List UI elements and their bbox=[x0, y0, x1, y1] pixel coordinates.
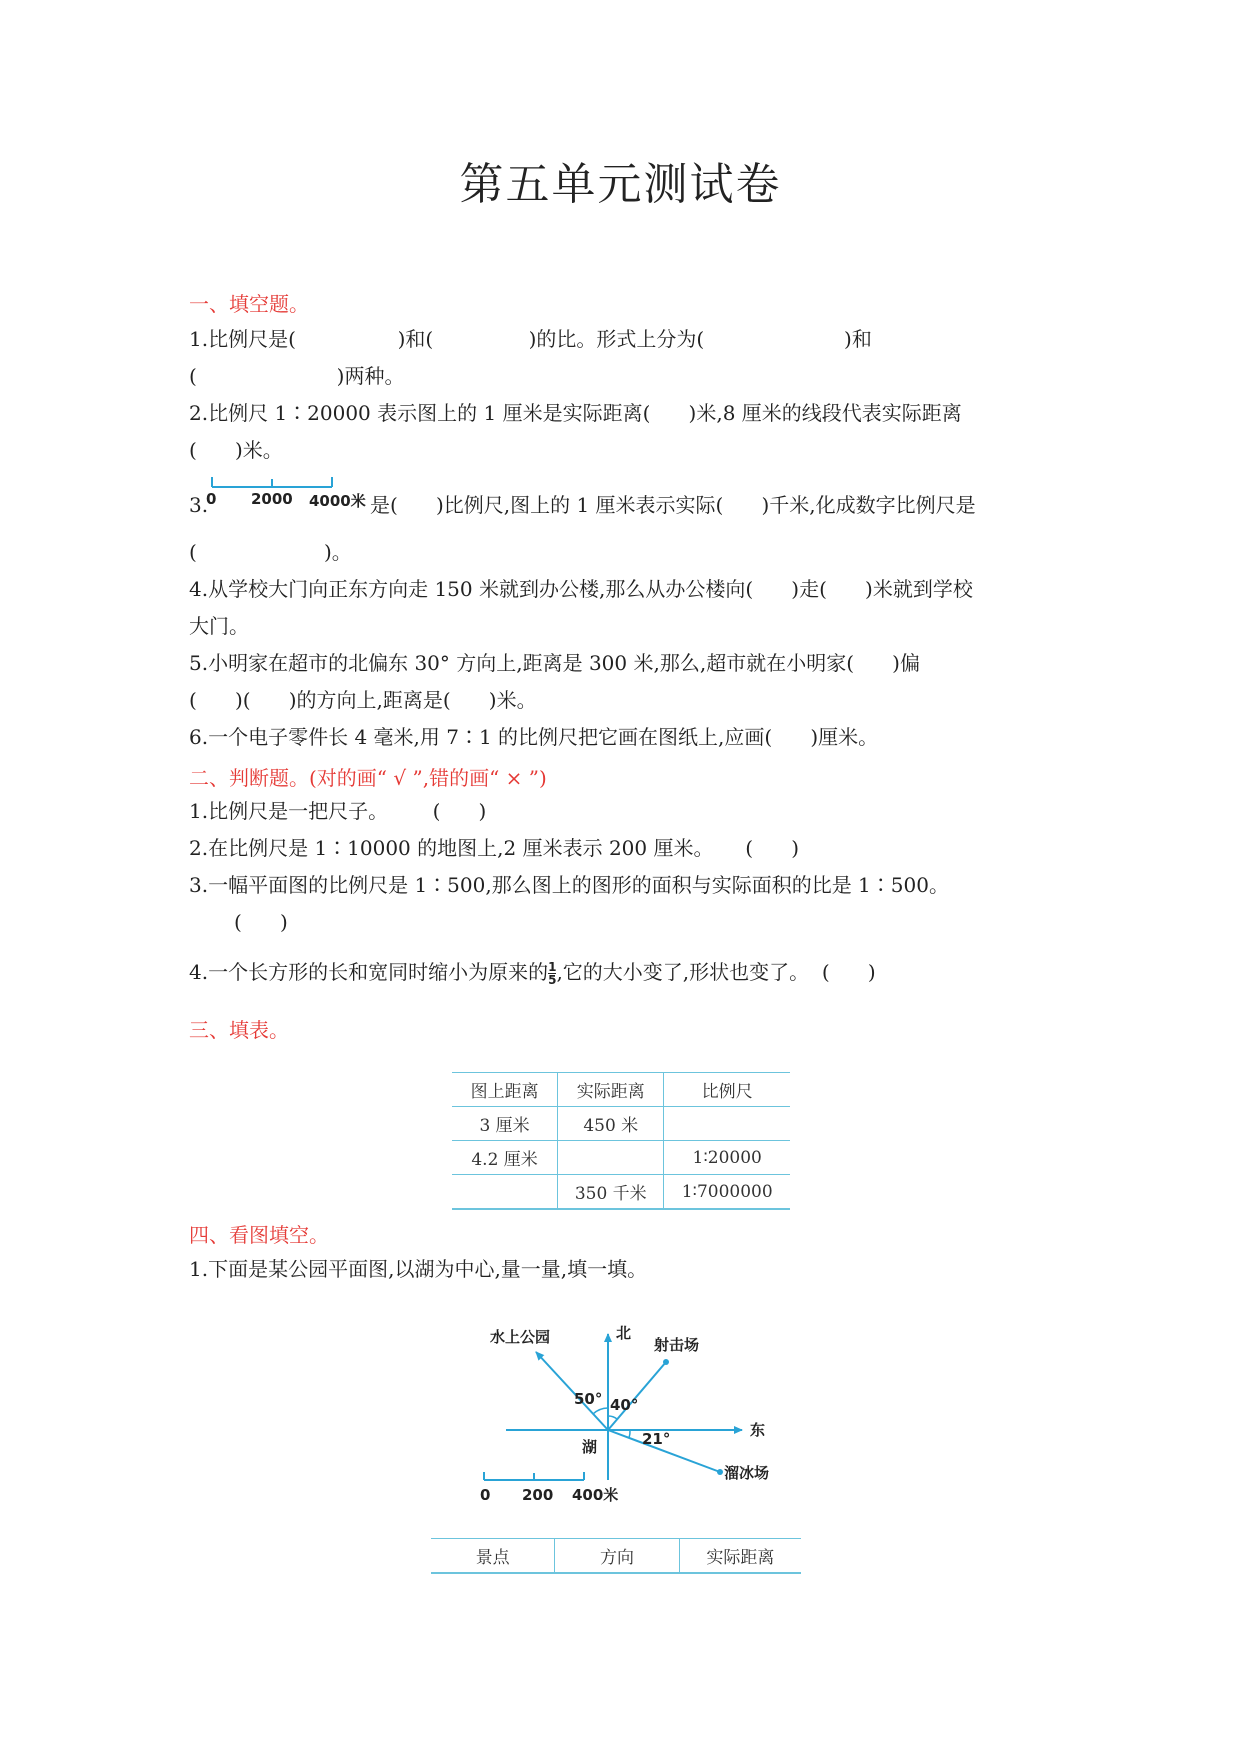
page-title: 第五单元测试卷 bbox=[459, 159, 782, 210]
angle-21-label: 21° bbox=[642, 1430, 671, 1448]
table-header-cell: 方向 bbox=[555, 1539, 679, 1574]
table-header-cell: 景点 bbox=[475, 1548, 510, 1568]
table-header-row bbox=[452, 1073, 790, 1107]
fraction-numerator: 1 bbox=[548, 960, 557, 974]
question-1-line-2: ( )两种。 bbox=[189, 364, 405, 388]
question-2-line-1: 2.比例尺 1∶20000 表示图上的 1 厘米是实际距离( )米,8 厘米的线段代表实际距离 bbox=[189, 401, 962, 425]
table-cell: 4.2 厘米 bbox=[471, 1150, 538, 1170]
angle-arc-50 bbox=[593, 1408, 608, 1414]
table-cell bbox=[452, 1175, 558, 1210]
angle-arc-40 bbox=[608, 1416, 617, 1419]
section-map-heading: 四、看图填空。 bbox=[189, 1223, 329, 1247]
scale-bar-1-label-2: 4000米 bbox=[309, 492, 366, 510]
scale-table bbox=[452, 1072, 790, 1210]
map-question-1: 1.下面是某公园平面图,以湖为中心,量一量,填一填。 bbox=[189, 1257, 648, 1281]
scale-bar-1-label-1: 2000 bbox=[251, 490, 293, 508]
fraction-denominator: 5 bbox=[548, 973, 557, 987]
shooting-point bbox=[663, 1359, 669, 1365]
scale-bar-1-label-0: 0 bbox=[206, 490, 217, 508]
question-2-line-2: ( )米。 bbox=[189, 438, 283, 462]
table-header-cell: 实际距离 bbox=[679, 1539, 801, 1574]
judge-2: 2.在比例尺是 1∶10000 的地图上,2 厘米表示 200 厘米。 ( ) bbox=[189, 836, 800, 860]
question-6: 6.一个电子零件长 4 毫米,用 7∶1 的比例尺把它画在图纸上,应画( )厘米。 bbox=[189, 725, 879, 749]
question-4-line-1: 4.从学校大门向正东方向走 150 米就到办公楼,那么从办公楼向( )走( )米就到学校 bbox=[189, 577, 973, 601]
table-row bbox=[452, 1107, 790, 1141]
table-cell: 450 米 bbox=[558, 1107, 664, 1141]
lake-label: 湖 bbox=[582, 1438, 598, 1456]
table-cell: 1∶7000000 bbox=[664, 1175, 790, 1210]
table-header-row bbox=[431, 1539, 801, 1574]
scenic-spot-table bbox=[431, 1538, 801, 1574]
table-cell: 3 厘米 bbox=[479, 1116, 530, 1136]
table-cell bbox=[664, 1107, 790, 1141]
question-5-line-1: 5.小明家在超市的北偏东 30° 方向上,距离是 300 米,那么,超市就在小明家( )偏 bbox=[189, 651, 920, 675]
skating-rink-label: 溜冰场 bbox=[724, 1464, 770, 1482]
table-row bbox=[452, 1175, 790, 1210]
table-header-cell: 比例尺 bbox=[664, 1073, 790, 1107]
table-cell: 350 千米 bbox=[558, 1175, 664, 1210]
table-header-cell: 图上距离 bbox=[470, 1082, 539, 1102]
map-scale-label-0: 0 bbox=[480, 1486, 491, 1504]
question-5-line-2: ( )( )的方向上,距离是( )米。 bbox=[189, 688, 537, 712]
section-judge-heading: 二、判断题。(对的画“ √ ”,错的画“ × ”) bbox=[189, 766, 547, 790]
section-table-heading: 三、填表。 bbox=[189, 1018, 289, 1042]
map-scale-label-1: 200 bbox=[522, 1486, 554, 1504]
skating-point bbox=[717, 1469, 723, 1475]
angle-arc-21 bbox=[629, 1430, 630, 1438]
judge-4-before: 4.一个长方形的长和宽同时缩小为原来的 bbox=[189, 960, 549, 984]
water-park-label: 水上公园 bbox=[490, 1328, 551, 1346]
judge-4 bbox=[189, 960, 876, 986]
judge-3-line-1: 3.一幅平面图的比例尺是 1∶500,那么图上的图形的面积与实际面积的比是 1∶500。 bbox=[189, 873, 949, 897]
section-fill-blank-heading: 一、填空题。 bbox=[189, 292, 309, 316]
table-header-cell: 实际距离 bbox=[558, 1073, 664, 1107]
east-label: 东 bbox=[750, 1421, 766, 1439]
question-3-prefix: 3. bbox=[189, 493, 209, 517]
question-1-line-1: 1.比例尺是( )和( )的比。形式上分为( )和 bbox=[189, 327, 872, 351]
question-3-text: 是( )比例尺,图上的 1 厘米表示实际( )千米,化成数字比例尺是 bbox=[370, 493, 976, 517]
question-4-line-2: 大门。 bbox=[189, 614, 249, 638]
park-map bbox=[480, 1320, 810, 1520]
table-cell bbox=[558, 1141, 664, 1175]
judge-4-after: ,它的大小变了,形状也变了。 ( ) bbox=[556, 960, 876, 984]
judge-3-line-2: ( ) bbox=[234, 910, 288, 934]
shooting-range-label: 射击场 bbox=[654, 1336, 700, 1354]
angle-50-label: 50° bbox=[574, 1390, 603, 1408]
north-label: 北 bbox=[616, 1324, 632, 1342]
question-3-line-2: ( )。 bbox=[189, 540, 352, 564]
map-scale-label-2: 400米 bbox=[572, 1486, 619, 1504]
judge-1: 1.比例尺是一把尺子。 ( ) bbox=[189, 799, 487, 823]
table-row bbox=[452, 1141, 790, 1175]
table-cell: 1∶20000 bbox=[664, 1141, 790, 1175]
angle-40-label: 40° bbox=[610, 1396, 639, 1414]
